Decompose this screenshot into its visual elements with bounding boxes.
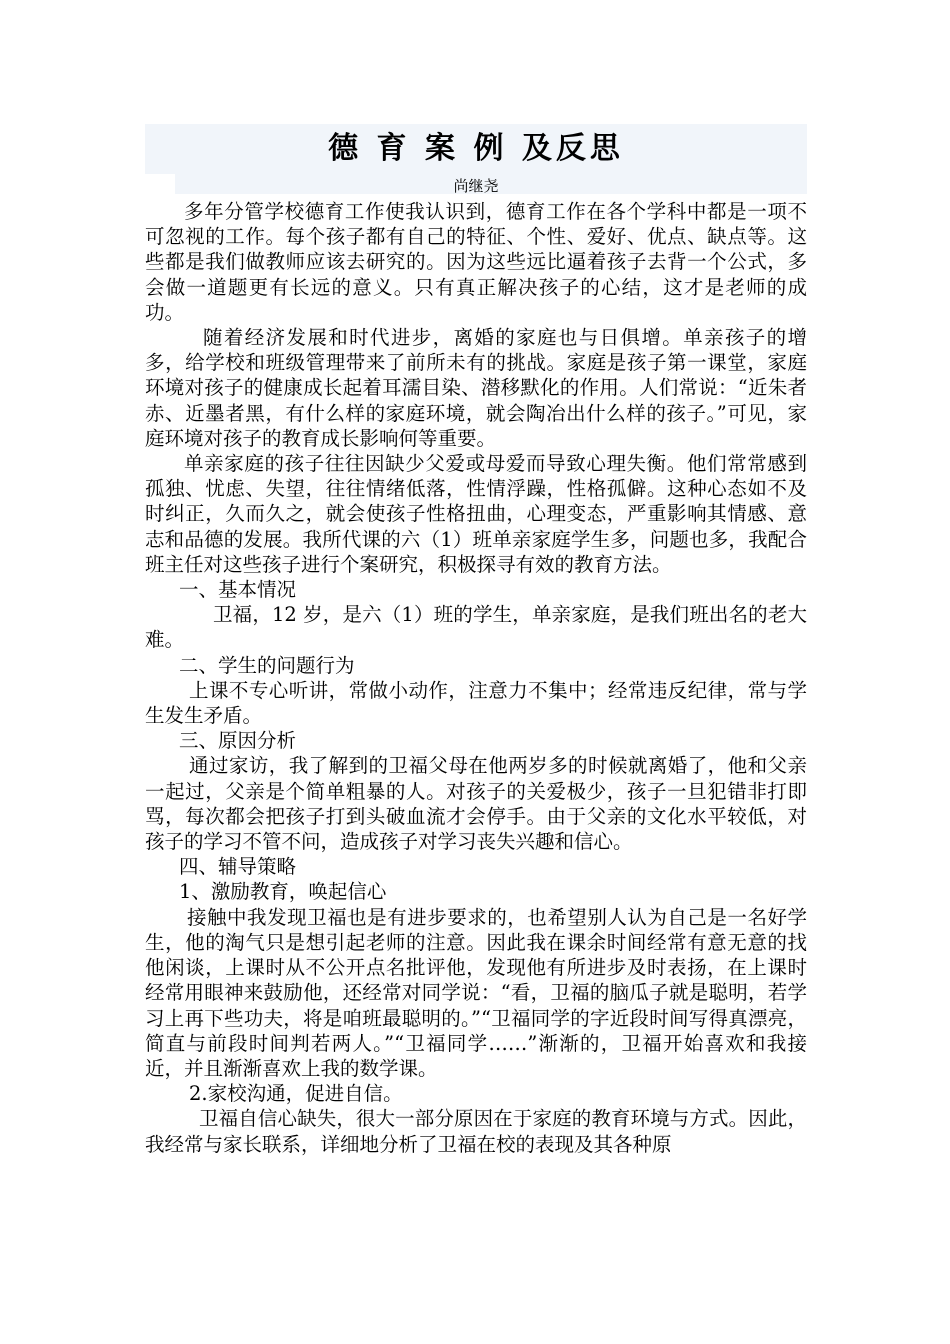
paragraph-cause-analysis: 通过家访，我了解到的卫福父母在他两岁多的时候就离婚了，他和父亲一起过，父亲是个简单粗暴的人。对孩子的关爱极少，孩子一旦犯错非打即骂，每次都会把孩子打到头破血流才会停手。由于父亲的文化水平较低，对孩子的学习不管不问，造成孩子对学习丧失兴趣和信心。 <box>145 754 807 854</box>
paragraph-home-school: 卫福自信心缺失，很大一部分原因在于家庭的教育环境与方式。因此，我经常与家长联系，详细地分析了卫福在校的表现及其各种原 <box>145 1107 807 1156</box>
subheading-encouragement: 1、激励教育，唤起信心 <box>179 880 387 904</box>
paragraph-intro: 多年分管学校德育工作使我认识到，德育工作在各个学科中都是一项不可忽视的工作。每个孩子都有自己的特征、个性、爱好、优点、缺点等。这些都是我们做教师应该去研究的。因为这些远比逼着孩子去背一个公式，多会做一道题更有长远的意义。只有真正解决孩子的心结，这才是老师的成功。 <box>145 200 807 324</box>
paragraph-single-parent: 单亲家庭的孩子往往因缺少父爱或母爱而导致心理失衡。他们常常感到孤独、忧虑、失望，往往情绪低落，性情浮躁，性格孤僻。这种心态如不及时纠正，久而久之，就会使孩子性格扭曲，心理变态，严重影响其情感、意志和品德的发展。我所代课的六（1）班单亲家庭学生多，问题也多，我配合班主任对这些孩子进行个案研究，积极探寻有效的教育方法。 <box>145 452 807 576</box>
subheading-home-school: 2.家校沟通，促进自信。 <box>189 1082 403 1106</box>
paragraph-encouragement: 接触中我发现卫福也是有进步要求的，也希望别人认为自己是一名好学生，他的淘气只是想引起老师的注意。因此我在课余时间经常有意无意的找他闲谈，上课时从不公开点名批评他，发现他有所进步及时表扬，在上课时经常用眼神来鼓励他，还经常对同学说：“看，卫福的脑瓜子就是聪明，若学习上再下些功夫，将是咱班最聪明的。”“卫福同学的字近段时间写得真漂亮，简直与前段时间判若两人。”“卫福同学……”渐渐的，卫福开始喜欢和我接近，并且渐渐喜欢上我的数学课。 <box>145 905 807 1080</box>
document-title: 德 育 案 例 及反思 <box>328 131 624 166</box>
paragraph-basic-info: 卫福，12 岁，是六（1）班的学生，单亲家庭，是我们班出名的老大难。 <box>145 603 807 652</box>
paragraph-divorce-trend: 随着经济发展和时代进步，离婚的家庭也与日俱增。单亲孩子的增多，给学校和班级管理带来了前所未有的挑战。家庭是孩子第一课堂，家庭环境对孩子的健康成长起着耳濡目染、潜移默化的作用。人们常说：“近朱者赤、近墨者黑，有什么样的家庭环境，就会陶冶出什么样的孩子。”可见，家庭环境对孩子的教育成长影响何等重要。 <box>145 326 807 450</box>
document-body <box>145 199 807 1157</box>
heading-strategy: 四、辅导策略 <box>179 855 297 879</box>
paragraph-problem-behavior: 上课不专心听讲，常做小动作，注意力不集中；经常违反纪律，常与学生发生矛盾。 <box>145 678 807 728</box>
author-name: 尚继尧 <box>453 177 499 195</box>
heading-problem-behavior: 二、学生的问题行为 <box>179 653 355 677</box>
heading-cause-analysis: 三、原因分析 <box>179 729 297 753</box>
heading-basic-info: 一、基本情况 <box>179 578 297 602</box>
